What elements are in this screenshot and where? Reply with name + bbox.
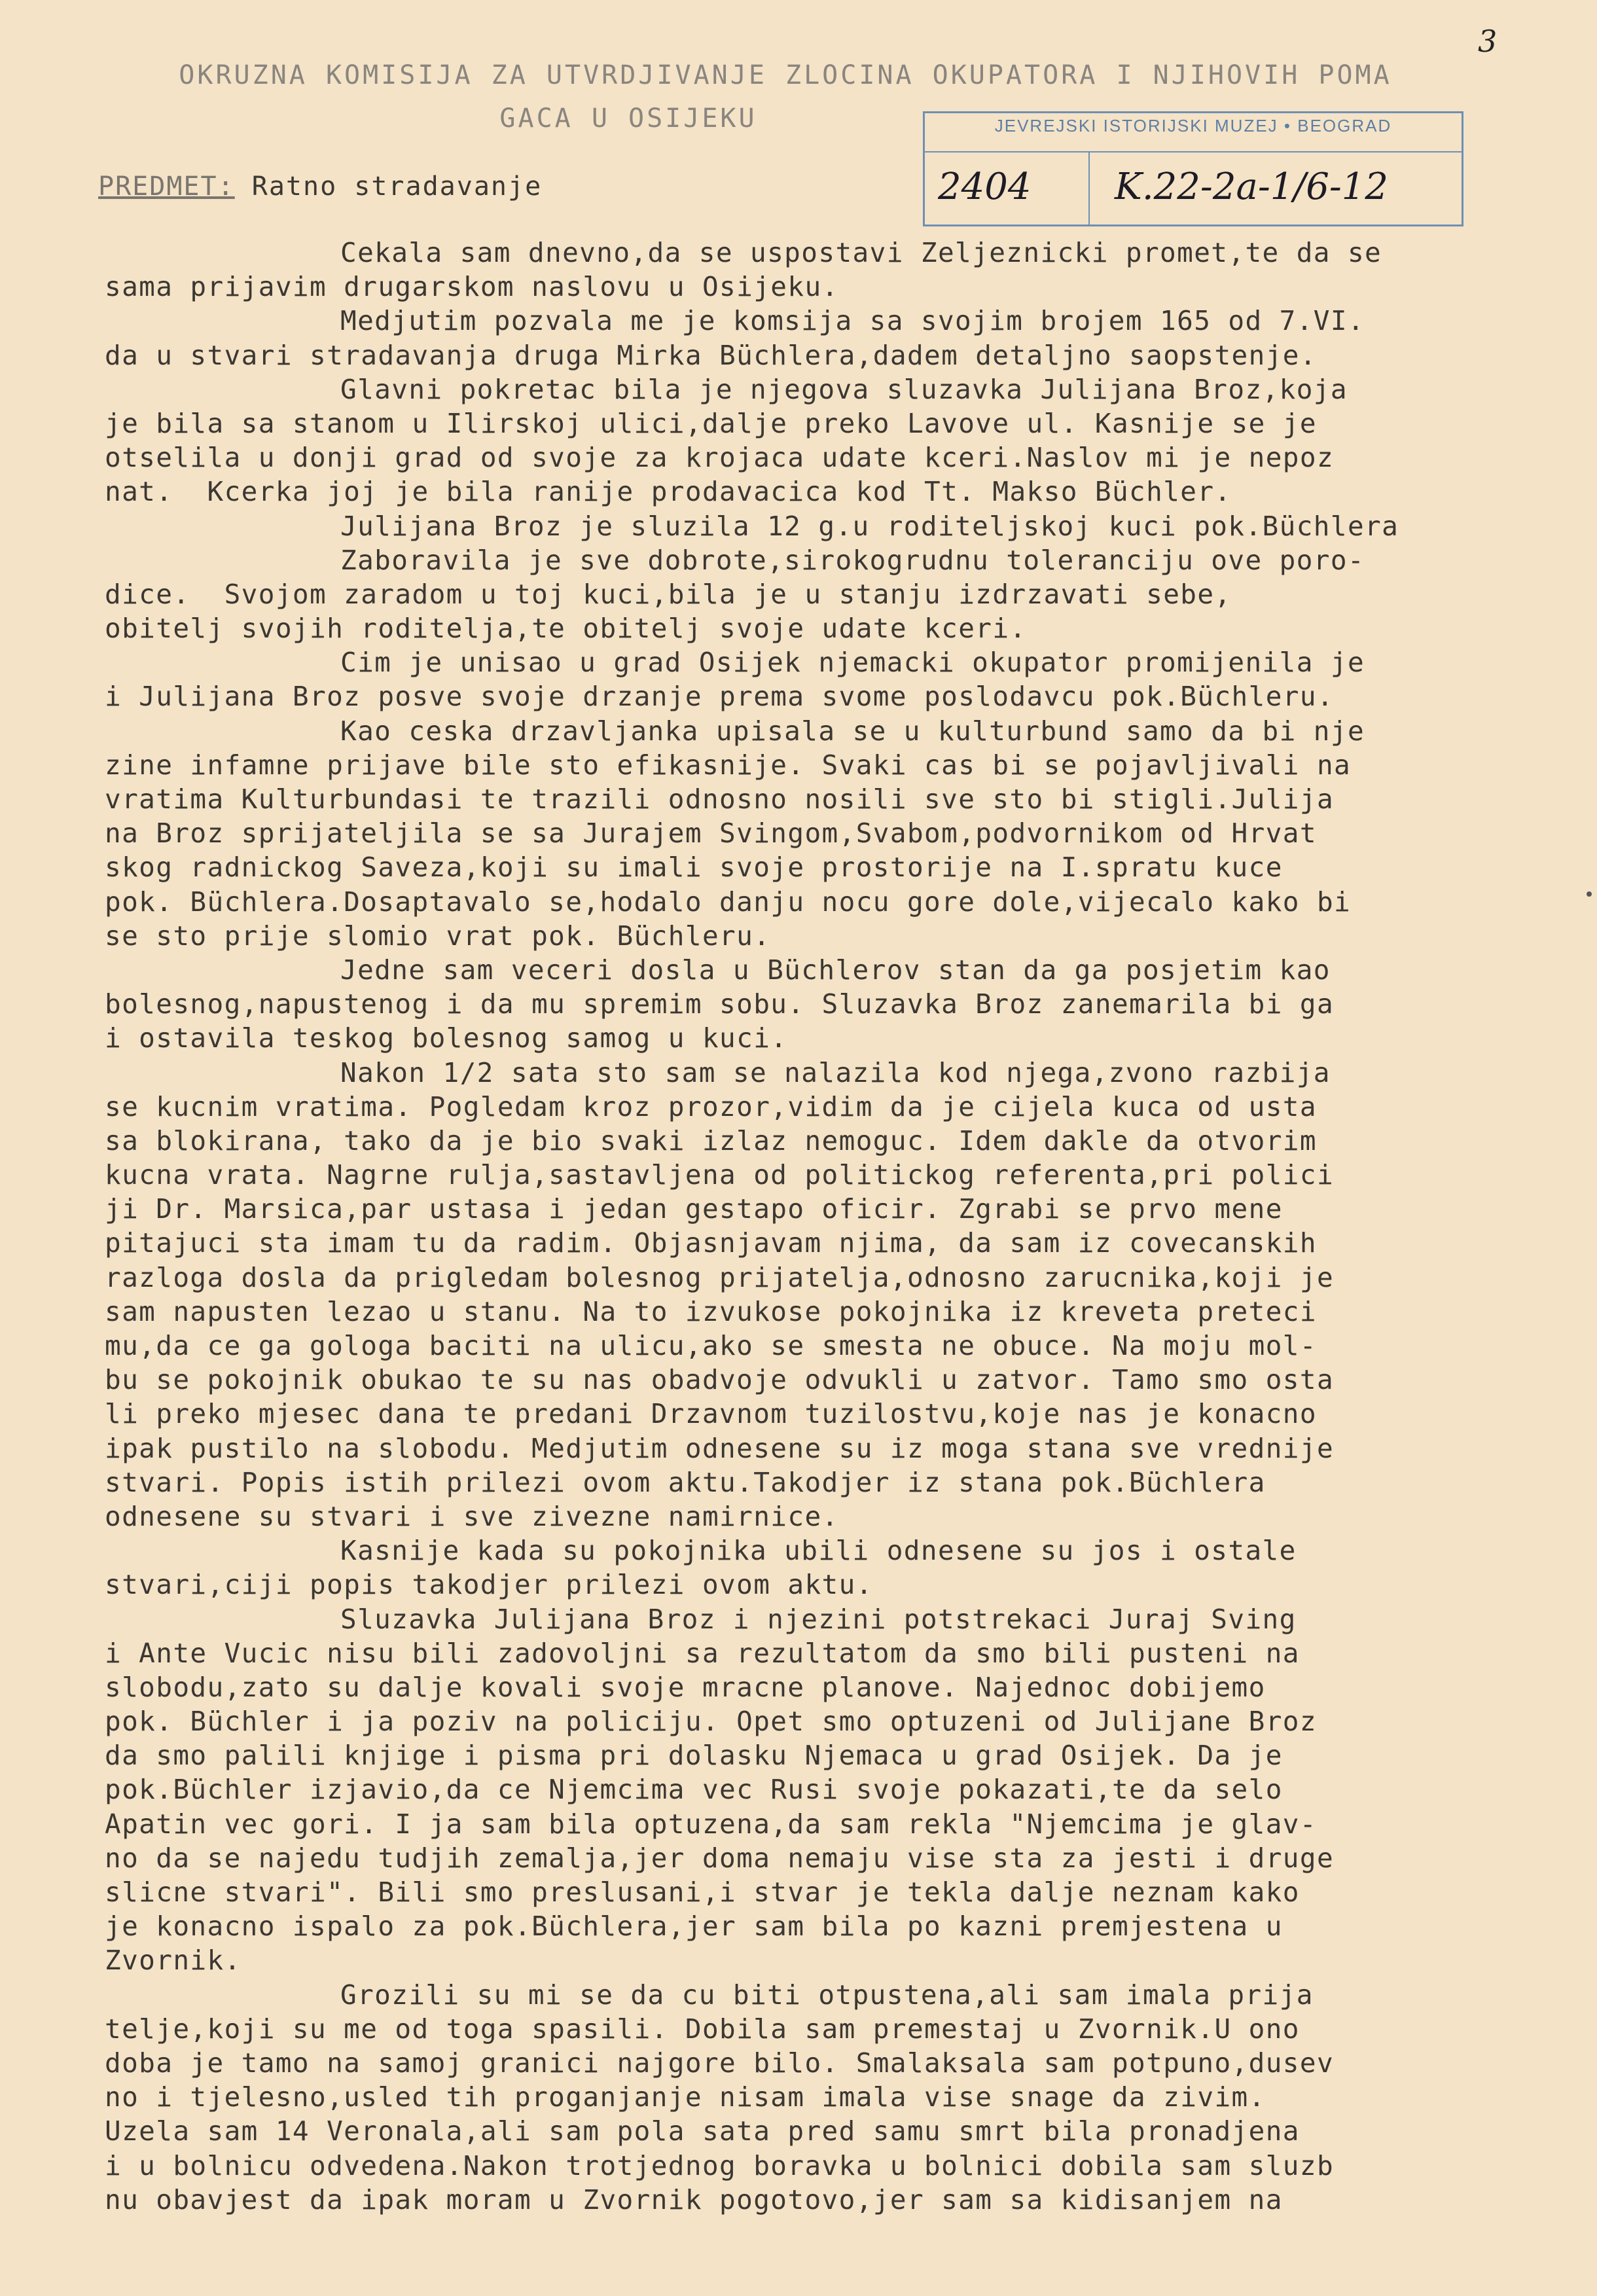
text-line: nat. Kcerka joj je bila ranije prodavacica kod Tt. Makso Büchler. [105, 476, 1232, 508]
text-line: dice. Svojom zaradom u toj kuci,bila je u stanju izdrzavati sebe, [105, 578, 1232, 610]
text-line: Sluzavka Julijana Broz i njezini potstrekaci Juraj Sving [340, 1603, 1297, 1635]
text-line: stvari. Popis istih prilezi ovom aktu.Takodjer iz stana pok.Büchlera [105, 1466, 1266, 1498]
text-line: slicne stvari". Bili smo preslusani,i stvar je tekla dalje neznam kako [105, 1876, 1300, 1908]
stamp-reference: K.22-2a-1/6-12 [1115, 166, 1389, 208]
text-line: da smo palili knjige i pisma pri dolasku Njemaca u grad Osijek. Da je [105, 1740, 1283, 1772]
punch-mark [1587, 891, 1592, 897]
text-line: i Ante Vucic nisu bili zadovoljni sa rezultatom da smo bili pusteni na [105, 1637, 1300, 1669]
text-line: bu se pokojnik obukao te su nas obadvoje odvukli u zatvor. Tamo smo osta [105, 1364, 1335, 1396]
text-line: vratima Kulturbundasi te trazili odnosno nosili sve sto bi stigli.Julija [105, 783, 1335, 815]
text-line: je bila sa stanom u Ilirskoj ulici,dalje preko Lavove ul. Kasnije se je [105, 407, 1317, 439]
text-line: kucna vrata. Nagrne rulja,sastavljena od politickog referenta,pri polici [105, 1159, 1335, 1191]
text-line: i ostavila teskog bolesnog samog u kuci. [105, 1022, 788, 1054]
text-line: Nakon 1/2 sata sto sam se nalazila kod njega,zvono razbija [340, 1056, 1331, 1088]
text-line: Julijana Broz je sluzila 12 g.u roditeljskoj kuci pok.Büchlera [340, 510, 1399, 542]
text-line: odnesene su stvari i sve zivezne namirnice. [105, 1500, 839, 1532]
text-line: stvari,ciji popis takodjer prilezi ovom aktu. [105, 1569, 873, 1601]
text-line: Kao ceska drzavljanka upisala se u kulturbund samo da bi nje [340, 715, 1365, 747]
text-line: pok. Büchler i ja poziv na policiju. Opet smo optuzeni od Julijane Broz [105, 1706, 1317, 1738]
text-line: Kasnije kada su pokojnika ubili odnesene su jos i ostale [340, 1535, 1297, 1567]
text-line: otselila u donji grad od svoje za krojaca udate kceri.Naslov mi je nepoz [105, 442, 1335, 474]
text-line: slobodu,zato su dalje kovali svoje mracne planove. Najednoc dobijemo [105, 1671, 1266, 1703]
text-line: Cekala sam dnevno,da se uspostavi Zeljeznicki promet,te da se [340, 237, 1382, 268]
text-line: zine infamne prijave bile sto efikasnije. Svaki cas bi se pojavljivali na [105, 749, 1352, 781]
text-line: se kucnim vratima. Pogledam kroz prozor,vidim da je cijela kuca od usta [105, 1090, 1317, 1122]
text-line: mu,da ce ga gologa baciti na ulicu,ako se smesta ne obuce. Na moju mol- [105, 1330, 1317, 1361]
stamp-title: JEVREJSKI ISTORIJSKI MUZEJ • BEOGRAD [994, 116, 1392, 135]
text-line: Apatin vec gori. I ja sam bila optuzena,da sam rekla "Njemcima je glav- [105, 1808, 1317, 1840]
text-line: telje,koji su me od toga spasili. Dobila sam premestaj u Zvornik.U ono [105, 2013, 1300, 2045]
stamp-divider [1088, 152, 1090, 226]
letter-body [105, 236, 1584, 2217]
text-line: Cim je unisao u grad Osijek njemacki okupator promijenila je [340, 647, 1365, 679]
text-line: Uzela sam 14 Veronala,ali sam pola sata pred samu smrt bila pronadjena [105, 2115, 1300, 2147]
text-line: Glavni pokretac bila je njegova sluzavka Julijana Broz,koja [340, 373, 1348, 405]
subject-value: Ratno stradavanje [251, 171, 543, 202]
subject-line [98, 171, 542, 202]
text-line: pitajuci sta imam tu da radim. Objasnjavam njima, da sam iz covecanskih [105, 1227, 1317, 1259]
text-line: pok.Büchler izjavio,da ce Njemcima vec Rusi svoje pokazati,te da selo [105, 1774, 1283, 1806]
text-line: sama prijavim drugarskom naslovu u Osijeku. [105, 271, 839, 303]
text-line: je konacno ispalo za pok.Büchlera,jer sam bila po kazni premjestena u [105, 1910, 1283, 1943]
text-line: ji Dr. Marsica,par ustasa i jedan gestapo oficir. Zgrabi se prvo mene [105, 1193, 1283, 1225]
text-line: razloga dosla da prigledam bolesnog prijatelja,odnosno zarucnika,koji je [105, 1261, 1335, 1293]
text-line: Zvornik. [105, 1945, 242, 1977]
text-line: Grozili su mi se da cu biti otpustena,ali sam imala prija [340, 1979, 1314, 2011]
text-line: Medjutim pozvala me je komsija sa svojim brojem 165 od 7.VI. [340, 305, 1365, 337]
stamp-number: 2404 [938, 166, 1032, 208]
text-line: i Julijana Broz posve svoje drzanje prema svome poslodavcu pok.Büchleru. [105, 681, 1335, 713]
text-line: obitelj svojih roditelja,te obitelj svoje udate kceri. [105, 613, 1027, 645]
text-line: na Broz sprijateljila se sa Jurajem Svingom,Svabom,podvornikom od Hrvat [105, 817, 1317, 850]
text-line: ipak pustilo na slobodu. Medjutim odnesene su iz moga stana sve vrednije [105, 1432, 1335, 1464]
text-line: se sto prije slomio vrat pok. Büchleru. [105, 920, 771, 952]
text-line: Zaboravila je sve dobrote,sirokogrudnu toleranciju ove poro- [340, 544, 1365, 576]
header-line-1: OKRUZNA KOMISIJA ZA UTVRDJIVANJE ZLOCINA OKUPATORA I NJIHOVIH POMA [179, 60, 1392, 90]
text-line: i u bolnicu odvedena.Nakon trotjednog boravka u bolnici dobila sam sluzb [105, 2149, 1335, 2181]
text-line: Jedne sam veceri dosla u Büchlerov stan da ga posjetim kao [340, 954, 1331, 986]
text-line: sa blokirana, tako da je bio svaki izlaz nemoguc. Idem dakle da otvorim [105, 1124, 1317, 1157]
text-line: bolesnog,napustenog i da mu spremim sobu. Sluzavka Broz zanemarila bi ga [105, 988, 1335, 1020]
subject-label: PREDMET: [98, 171, 235, 202]
text-line: no i tjelesno,usled tih proganjanje nisam imala vise snage da zivim. [105, 2081, 1266, 2113]
text-line: skog radnickog Saveza,koji su imali svoje prostorije na I.spratu kuce [105, 852, 1283, 884]
text-line: pok. Büchlera.Dosaptavalo se,hodalo danju nocu gore dole,vijecalo kako bi [105, 886, 1352, 918]
text-line: da u stvari stradavanja druga Mirka Büchlera,dadem detaljno saopstenje. [105, 339, 1317, 371]
text-line: doba je tamo na samoj granici najgore bilo. Smalaksala sam potpuno,dusev [105, 2047, 1335, 2079]
text-line: nu obavjest da ipak moram u Zvornik pogotovo,jer sam sa kidisanjem na [105, 2183, 1283, 2215]
archive-stamp [923, 111, 1463, 226]
text-line: sam napusten lezao u stanu. Na to izvukose pokojnika iz kreveta preteci [105, 1295, 1317, 1327]
page-number: 3 [1478, 24, 1498, 59]
header-line-2: GACA U OSIJEKU [499, 103, 757, 134]
text-line: li preko mjesec dana te predani Drzavnom tuzilostvu,koje nas je konacno [105, 1398, 1317, 1430]
stamp-row [925, 151, 1462, 226]
text-line: no da se najedu tudjih zemalja,jer doma nemaju vise sta za jesti i druge [105, 1842, 1335, 1874]
